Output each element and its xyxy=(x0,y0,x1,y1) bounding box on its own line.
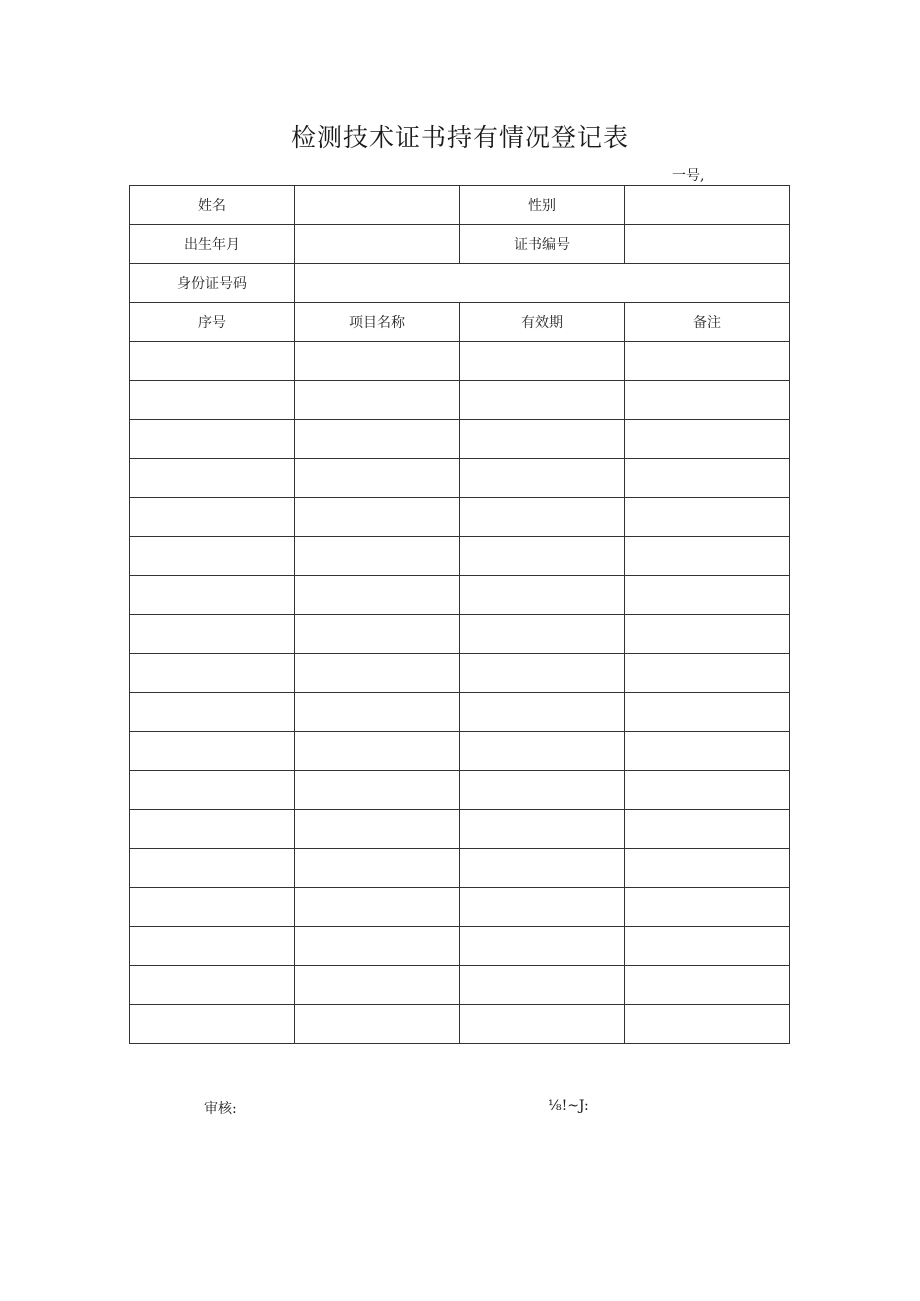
cell-item-name[interactable] xyxy=(295,576,460,615)
table-row xyxy=(130,1005,790,1044)
cell-validity[interactable] xyxy=(460,615,625,654)
cell-serial[interactable] xyxy=(130,498,295,537)
table-row xyxy=(130,771,790,810)
reviewer-label: 审核: xyxy=(204,1101,237,1117)
table-row xyxy=(130,537,790,576)
cell-item-name[interactable] xyxy=(295,1005,460,1044)
cell-remarks[interactable] xyxy=(625,732,790,771)
cell-remarks[interactable] xyxy=(625,576,790,615)
name-gender-row xyxy=(130,186,790,225)
cell-validity[interactable] xyxy=(460,927,625,966)
birth-date-field[interactable] xyxy=(295,225,460,264)
cell-serial[interactable] xyxy=(130,654,295,693)
cell-serial[interactable] xyxy=(130,732,295,771)
cell-validity[interactable] xyxy=(460,966,625,1005)
cell-item-name[interactable] xyxy=(295,810,460,849)
table-row xyxy=(130,693,790,732)
cell-item-name[interactable] xyxy=(295,732,460,771)
cell-item-name[interactable] xyxy=(295,927,460,966)
cell-validity[interactable] xyxy=(460,732,625,771)
table-row xyxy=(130,654,790,693)
cell-remarks[interactable] xyxy=(625,810,790,849)
cell-remarks[interactable] xyxy=(625,927,790,966)
table-row xyxy=(130,849,790,888)
cell-serial[interactable] xyxy=(130,420,295,459)
table-row xyxy=(130,420,790,459)
cell-validity[interactable] xyxy=(460,1005,625,1044)
cell-item-name[interactable] xyxy=(295,654,460,693)
cell-serial[interactable] xyxy=(130,576,295,615)
cell-serial[interactable] xyxy=(130,615,295,654)
table-row xyxy=(130,459,790,498)
filler-label: ⅛!~J: xyxy=(548,1098,589,1114)
cell-serial[interactable] xyxy=(130,537,295,576)
cell-validity[interactable] xyxy=(460,498,625,537)
cell-validity[interactable] xyxy=(460,849,625,888)
cell-serial[interactable] xyxy=(130,888,295,927)
cell-serial[interactable] xyxy=(130,966,295,1005)
id-number-label: 身份证号码 xyxy=(130,264,295,303)
header-serial: 序号 xyxy=(130,303,295,342)
cell-serial[interactable] xyxy=(130,693,295,732)
table-row xyxy=(130,966,790,1005)
birth-date-label: 出生年月 xyxy=(130,225,295,264)
cell-item-name[interactable] xyxy=(295,342,460,381)
cell-serial[interactable] xyxy=(130,342,295,381)
cell-validity[interactable] xyxy=(460,459,625,498)
cell-item-name[interactable] xyxy=(295,849,460,888)
cell-validity[interactable] xyxy=(460,381,625,420)
cell-item-name[interactable] xyxy=(295,459,460,498)
table-row xyxy=(130,615,790,654)
table-row xyxy=(130,888,790,927)
cell-remarks[interactable] xyxy=(625,888,790,927)
cell-remarks[interactable] xyxy=(625,849,790,888)
name-field[interactable] xyxy=(295,186,460,225)
header-remarks: 备注 xyxy=(625,303,790,342)
cell-item-name[interactable] xyxy=(295,615,460,654)
cell-remarks[interactable] xyxy=(625,420,790,459)
cell-remarks[interactable] xyxy=(625,498,790,537)
cell-validity[interactable] xyxy=(460,420,625,459)
table-row xyxy=(130,576,790,615)
cell-remarks[interactable] xyxy=(625,1005,790,1044)
cell-validity[interactable] xyxy=(460,342,625,381)
cell-remarks[interactable] xyxy=(625,615,790,654)
cell-validity[interactable] xyxy=(460,771,625,810)
table-row xyxy=(130,381,790,420)
cell-serial[interactable] xyxy=(130,927,295,966)
certificate-number-label: 证书编号 xyxy=(460,225,625,264)
certificate-register-table xyxy=(129,185,790,1044)
cell-remarks[interactable] xyxy=(625,771,790,810)
cell-serial[interactable] xyxy=(130,459,295,498)
cell-item-name[interactable] xyxy=(295,966,460,1005)
gender-field[interactable] xyxy=(625,186,790,225)
cell-item-name[interactable] xyxy=(295,381,460,420)
table-row xyxy=(130,732,790,771)
certificate-number-field[interactable] xyxy=(625,225,790,264)
birth-cert-row xyxy=(130,225,790,264)
cell-validity[interactable] xyxy=(460,810,625,849)
header-validity: 有效期 xyxy=(460,303,625,342)
cell-serial[interactable] xyxy=(130,810,295,849)
cell-serial[interactable] xyxy=(130,849,295,888)
id-number-row xyxy=(130,264,790,303)
cell-validity[interactable] xyxy=(460,537,625,576)
document-number-label: 一号, xyxy=(672,168,705,184)
page-title: 检测技术证书持有情况登记表 xyxy=(290,123,629,152)
cell-remarks[interactable] xyxy=(625,654,790,693)
cell-validity[interactable] xyxy=(460,693,625,732)
name-label: 姓名 xyxy=(130,186,295,225)
table-row xyxy=(130,810,790,849)
cell-remarks[interactable] xyxy=(625,537,790,576)
table-row xyxy=(130,498,790,537)
cell-serial[interactable] xyxy=(130,381,295,420)
gender-label: 性别 xyxy=(460,186,625,225)
table-row xyxy=(130,927,790,966)
cell-validity[interactable] xyxy=(460,654,625,693)
cell-item-name[interactable] xyxy=(295,537,460,576)
cell-remarks[interactable] xyxy=(625,966,790,1005)
cell-remarks[interactable] xyxy=(625,693,790,732)
cell-item-name[interactable] xyxy=(295,420,460,459)
cell-remarks[interactable] xyxy=(625,342,790,381)
cell-serial[interactable] xyxy=(130,771,295,810)
cell-remarks[interactable] xyxy=(625,381,790,420)
table-row xyxy=(130,342,790,381)
header-item-name: 项目名称 xyxy=(295,303,460,342)
cell-item-name[interactable] xyxy=(295,771,460,810)
table-header-row xyxy=(130,303,790,342)
cell-item-name[interactable] xyxy=(295,888,460,927)
cell-item-name[interactable] xyxy=(295,498,460,537)
cell-remarks[interactable] xyxy=(625,459,790,498)
cell-validity[interactable] xyxy=(460,576,625,615)
cell-serial[interactable] xyxy=(130,1005,295,1044)
id-number-field[interactable] xyxy=(295,264,790,303)
cell-validity[interactable] xyxy=(460,888,625,927)
cell-item-name[interactable] xyxy=(295,693,460,732)
